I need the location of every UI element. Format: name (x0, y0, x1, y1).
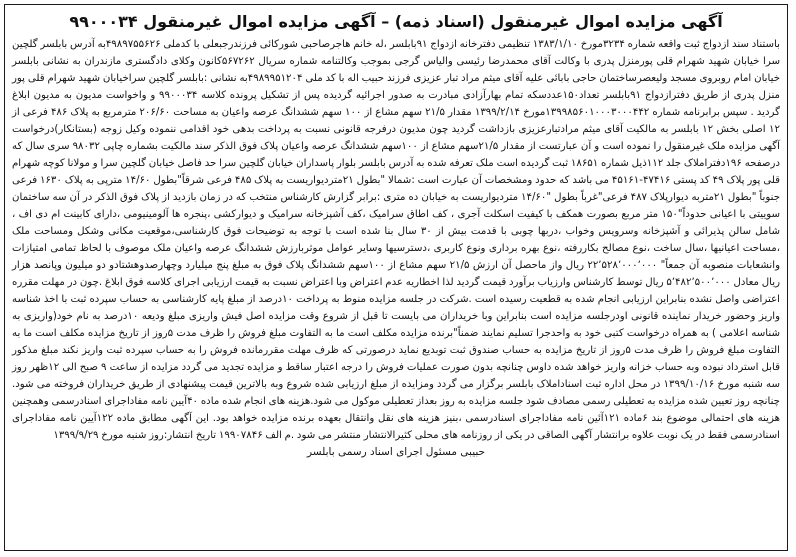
notice-frame (4, 4, 788, 551)
notice-title: آگهی مزایده اموال غیرمنقول (اسناد ذمه) – آگهی مزایده اموال غیرمنقول ۹۹۰۰۰۳۴ (69, 12, 723, 31)
notice-body: باستناد سند ازدواج ثبت واقعه شماره ۳۲۳۴مورخ ۱۳۸۳/۱/۱۰ تنظیمی دفترخانه ازدواج ۹۱بابلسر ،له خانم هاجرصاحبی شورکائی فرزندرجبعلی با کدملی ۴۹۸۹۷۵۵۶۲۶به آدرس بابلسر گلچین سرا خیابان شهید شهرام قلی پورمنزل پدری با وکالت آقای محمدرضا رئیسی والیاس گرجی بموجب وکالتنامه شماره سریال ۵۶۷۲۶۲کانون وکلای دادگستری مازندران به نشانی بابلسر خیابان امام روبروی مسجد ولیعصرساختمان حاجی بابائی علیه آقای میثم مراد تبار عزیزی فرزند حبیب اله با کد ملی ۴۹۸۹۹۵۱۲۰۴به نشانی :بابلسر گلچین سراخیابان شهید شهرام قلی پور منزل پدری از طریق دفترازدواج ۹۱بابلسر تعداد۱۵۰عددسکه تمام بهارآزادی مبادرت به صدور اجرائیه گردیده پس از تشکیل پرونده کلاسه ۹۹۰۰۰۳۴ و واخواست مدیون به مدیون ابلاغ گردید . سپس برابرنامه شماره ۱۳۹۹۸۵۶۰۱۰۰۰۳۰۰۰۴۴۲مورخ ۱۳۹۹/۲/۱۴ مقدار ۲۱/۵ سهم مشاع از ۱۰۰ سهم ششدانگ عرصه واعیان به مساحت ۲۰۶/۶۰ مترمربع به پلاک ۴۸۶ فرعی از ۱۲ اصلی بخش ۱۲ بابلسر به مالکیت آقای میثم مرادتبارعزیزی بازداشت گردید چون مدیون درفرجه قانونی نسبت به پرداخت بدهی خود اقدامی ننموده وکیل زوجه (بستانکار)درخواست آگهی مزایده ملک غیرمنقول را نموده است و آن عبارتست از مقدار ۲۱/۵سهم مشاع از ۱۰۰سهم ششدانگ عرصه واعیان پلاک فوق الذکر سند مالکیت بشماره چاپی ۹۸۰۳۲ سری سال که درصفحه ۱۹۶دفتراملاک جلد ۱۱۲ذیل شماره ۱۸۶۵۱ ثبت گردیده است ملک تعرفه شده به آدرس بابلسر بلوار پاسداران خیابان گلچین سرا حد فاصل خیابان گلچین سرا و مولانا کوچه شهرام قلی پور پلاک ۴۹ کد پستی ۴۷۴۱۶-۴۵۱۶۱ می باشد که حدود ومشخصات آن عبارت است :شمالا "بطول ۲۱متردیواریست به پلاک ۴۸۵ فرعی شرقاً"بطول ۱۴/۶۰ مترپی به پلاک ۱۶۳۰ فرعی جنوباً "بطول ۲۱متربه دیوارپلاک ۴۸۷ فرعی"غرباً بطول "۱۴/۶۰ متردیواریست به خیابان ده متری :برابر گزارش کارشناس منتخب که در زمان بازدید از پلاک فوق الذکر در آن سه ساختمان سوییتی با اعیانی حدوداً"۱۵۰ متر مربع بصورت همکف با کیفیت اسکلت آجری ، کف اطاق سرامیک ،کف آشپزخانه سرامیک و دیوارکشی ،پنجره ها آلومینیومی ،دارای کابینت ام دی اف ، شامل سالن پذیرائی و آشپزخانه وسرویس وخواب ،دربها چوبی با قدمت بیش از ۳۰ سال بنا شده است با توجه به توضیحات فوق کارشناسی،موقعیت مکانی وشکل ومساحت ملک ،مساحت اعیانیها ،سال ساخت ،نوع مصالح بکاررفته ،نوع بهره برداری ونوع کاربری ،دسترسیها وسایر عوامل موثربارزش ششدانگ عرصه واعیان ملک موصوف با لحاظ تمامی امتیازات وانشعابات منصوبه آن جمعاً" ۲۲٬۵۲۸٬۰۰۰٬۰۰۰ ریال واز ماحصل آن ارزش ۲۱/۵ سهم مشاع از ۱۰۰سهم ششدانگ پلاک فوق به مبلغ پنج میلیارد وچهارصدوهشتادو دو میلیون وپانصد هزار ریال معادل ۵٬۴۸۲٬۵۰۰٬۰۰۰ ریال توسط کارشناس وارزیاب برآورد قیمت گردید لذا اخطاریه عدم اعتراض وبا اعتراض نسبت به قیمت ارزیابی اجرای کلاسه فوق ابلاغ .چون در مهلت مقرره اعتراضی واصل نشده بنابراین ارزیابی انجام شده به قطعیت رسیده است .شرکت در جلسه مزایده منوط به پرداخت ۱۰درصد از مبلغ پایه کارشناسی به حساب سپرده ثبت با اخذ شناسه واریز وحضور خریدار نماینده قانونی اودرجلسه مزایده است بنابراین وبا خریداران می بایست تا قبل از شروع وقت مزایده اصل فیش واریزی مبلغ ودیعه ۱۰درصد به نام خود(واریزی به شناسه اعلامی ) به همراه درخواست کتبی خود به واحدجرا تسلیم نمایند ضمناً"برنده مزایده مکلف است ما به التفاوت مبلغ فروش را ظرف مدت ۵روز از تاریخ مزایده مکلف است ما به التفاوت مبلغ فروش را ظرف مدت ۵روز از تاریخ مزایده به حساب صندوق ثبت توبدیع نماید درصورتی که ظرف مهلت مقررمانده فروش را به حساب سپرده ثبت واریز نکند مبلغ مذکور قابل استرداد نبوده وبه حساب خزانه واریز خواهد شده داوس چنانچه بدون صورت عملیات فروش را درجه اعتبار ساقط و مزایده تجدید می گردد مزایده از ساعت ۹ صبح الی ۱۲ظهر روز سه شنبه مورخ ۱۳۹۹/۱۰/۱۶ در محل اداره ثبت اسناداملاک بابلسر برگزار می گردد ومزایده از مبلغ ارزیابی شده شروع وبه بالاترین قیمت پیشنهادی از طریق خریداران فروخته می شود. چنانچه روز تعیین شده مزایده به تعطیلی رسمی مصادف شود جلسه مزایده به روز بعداز تعطیلی موکول می شود.هزینه های انجام شده ماده ۴۰آیین نامه مفاداجرای اسنادرسمی وهمچنین هزینه های احتمالی موضوع بند ۶ماده ۱۲۱آئین نامه مفاداجرای اسنادرسمی ،بنیز هزینه های نقل وانتقال بعهده برنده مزایده خواهد بود. این آگهی مطابق ماده ۱۲۲آیین نامه مفاداجرای اسنادرسمی فقط در یک نوبت علاوه برانتشار آگهی الصاقی در یکی از روزنامه های محلی کثیرالانتشار منتشر می شود .م الف ۱۹۹۰۷۸۴۶ تاریخ انتشار:روز شنبه مورخ ۱۳۹۹/۹/۲۹ (12, 39, 781, 441)
notice-signature: حبیبی مسئول اجرای اسناد رسمی بابلسر (306, 446, 486, 458)
